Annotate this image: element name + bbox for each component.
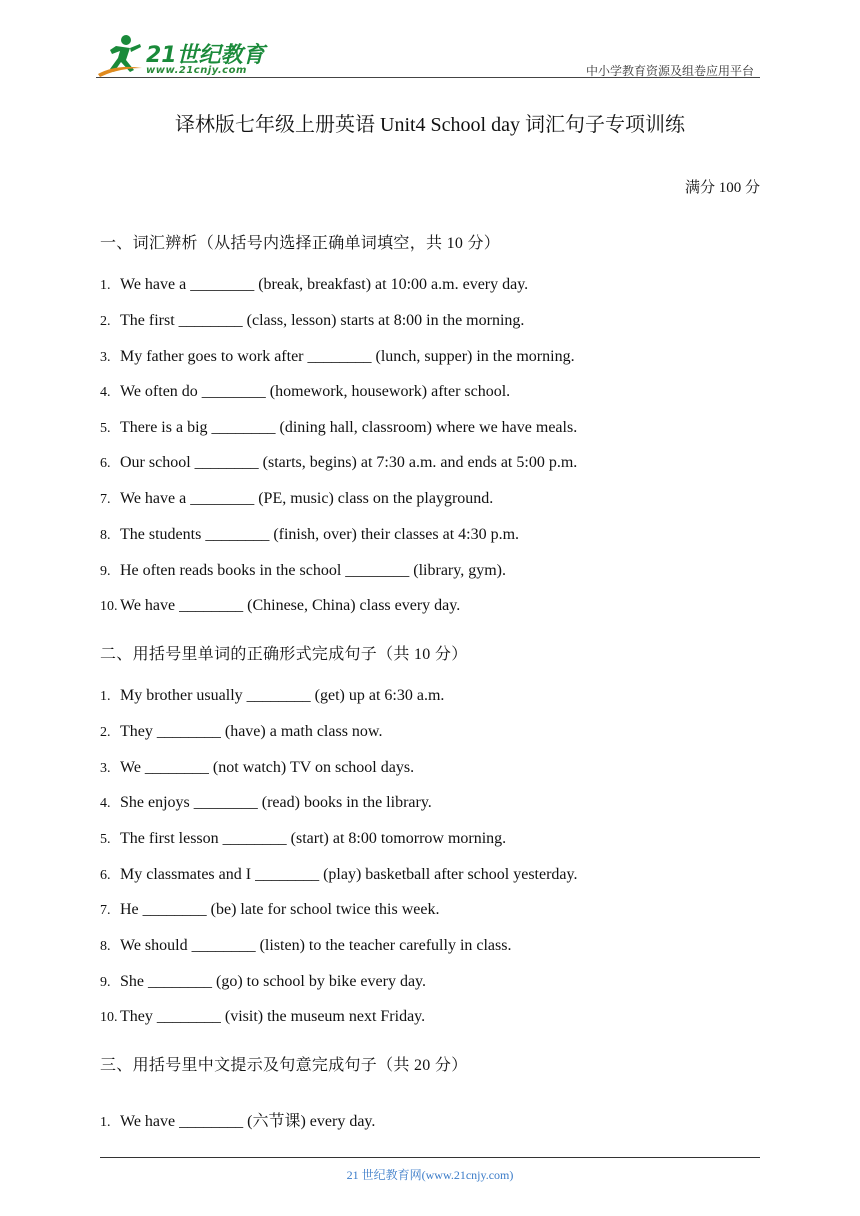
question-text: There is a big ________ (dining hall, classroom) where we have meals. [120,419,578,436]
footer-divider [100,1157,760,1158]
question-number: 8. [100,939,111,954]
question-text: We often do ________ (homework, housework) after school. [120,383,511,400]
question-number: 5. [100,421,111,436]
logo [96,34,266,78]
question-number: 6. [100,456,111,471]
question-item [100,973,426,991]
question-text: We ________ (not watch) TV on school days. [120,759,415,776]
runner-logo-icon [96,34,144,78]
question-text: He ________ (be) late for school twice this week. [120,901,440,918]
question-number: 1. [100,1115,111,1130]
question-text: We have ________ (六节课) every day. [120,1113,376,1130]
document-title: 译林版七年级上册英语 Unit4 School day 词汇句子专项训练 [175,114,685,136]
question-item [100,383,510,401]
question-text: She ________ (go) to school by bike every day. [120,973,427,990]
question-number: 6. [100,868,111,883]
question-text: He often reads books in the school ________ (library, gym). [120,562,506,579]
question-number: 3. [100,761,111,776]
question-item [100,312,524,330]
question-item [100,490,493,508]
question-number: 9. [100,975,111,990]
question-text: We should ________ (listen) to the teacher carefully in class. [120,937,512,954]
question-item [100,937,511,955]
logo-url: www.21cnjy.com [146,65,247,76]
question-text: We have a ________ (break, breakfast) at 10:00 a.m. every day. [120,276,529,293]
question-number: 9. [100,564,111,579]
question-text: Our school ________ (starts, begins) at 7:30 a.m. and ends at 5:00 p.m. [120,454,578,471]
header-divider [96,77,760,78]
question-text: The first ________ (class, lesson) starts at 8:00 in the morning. [120,312,525,329]
question-number: 4. [100,796,111,811]
question-text: We have a ________ (PE, music) class on the playground. [120,490,494,507]
question-text: My brother usually ________ (get) up at 6:30 a.m. [120,687,445,704]
question-number: 7. [100,903,111,918]
question-item [100,454,577,472]
question-item [100,562,506,580]
question-item [100,1008,425,1026]
section-3-title: 三、用括号里中文提示及句意完成句子（共 20 分） [100,1057,468,1074]
question-item [100,419,577,437]
question-item [100,276,528,294]
question-number: 8. [100,528,111,543]
question-number: 5. [100,832,111,847]
page-header [96,30,760,78]
question-number: 4. [100,385,111,400]
question-item [100,526,519,544]
question-number: 2. [100,314,111,329]
question-number: 2. [100,725,111,740]
footer-link[interactable]: 21 世纪教育网(www.21cnjy.com) [346,1168,514,1182]
section-1-title: 一、词汇辨析（从括号内选择正确单词填空，共 10 分） [100,235,501,252]
question-text: She enjoys ________ (read) books in the library. [120,794,432,811]
logo-text: 21世纪教育 [146,43,265,68]
question-number: 7. [100,492,111,507]
question-item [100,794,432,812]
question-item [100,348,575,366]
section-2-title: 二、用括号里单词的正确形式完成句子（共 10 分） [100,646,468,663]
question-item [100,687,444,705]
question-text: The first lesson ________ (start) at 8:00 tomorrow morning. [120,830,507,847]
platform-label: 中小学教育资源及组卷应用平台 [585,64,754,78]
question-text: They ________ (visit) the museum next Friday. [120,1008,426,1025]
total-score: 满分 100 分 [684,180,760,196]
question-item [100,901,439,919]
question-item [100,1108,375,1131]
question-item [100,866,578,884]
question-item [100,830,506,848]
question-text: We have ________ (Chinese, China) class every day. [120,597,461,614]
question-number: 1. [100,689,111,704]
question-number: 1. [100,278,111,293]
question-text: My classmates and I ________ (play) basketball after school yesterday. [120,866,578,883]
question-text: They ________ (have) a math class now. [120,723,383,740]
question-number: 10. [100,1010,118,1025]
question-item [100,723,382,741]
question-number: 10. [100,599,118,614]
question-text: My father goes to work after ________ (lunch, supper) in the morning. [120,348,575,365]
question-item [100,597,460,615]
question-item [100,759,414,777]
question-text: The students ________ (finish, over) their classes at 4:30 p.m. [120,526,520,543]
question-number: 3. [100,350,111,365]
